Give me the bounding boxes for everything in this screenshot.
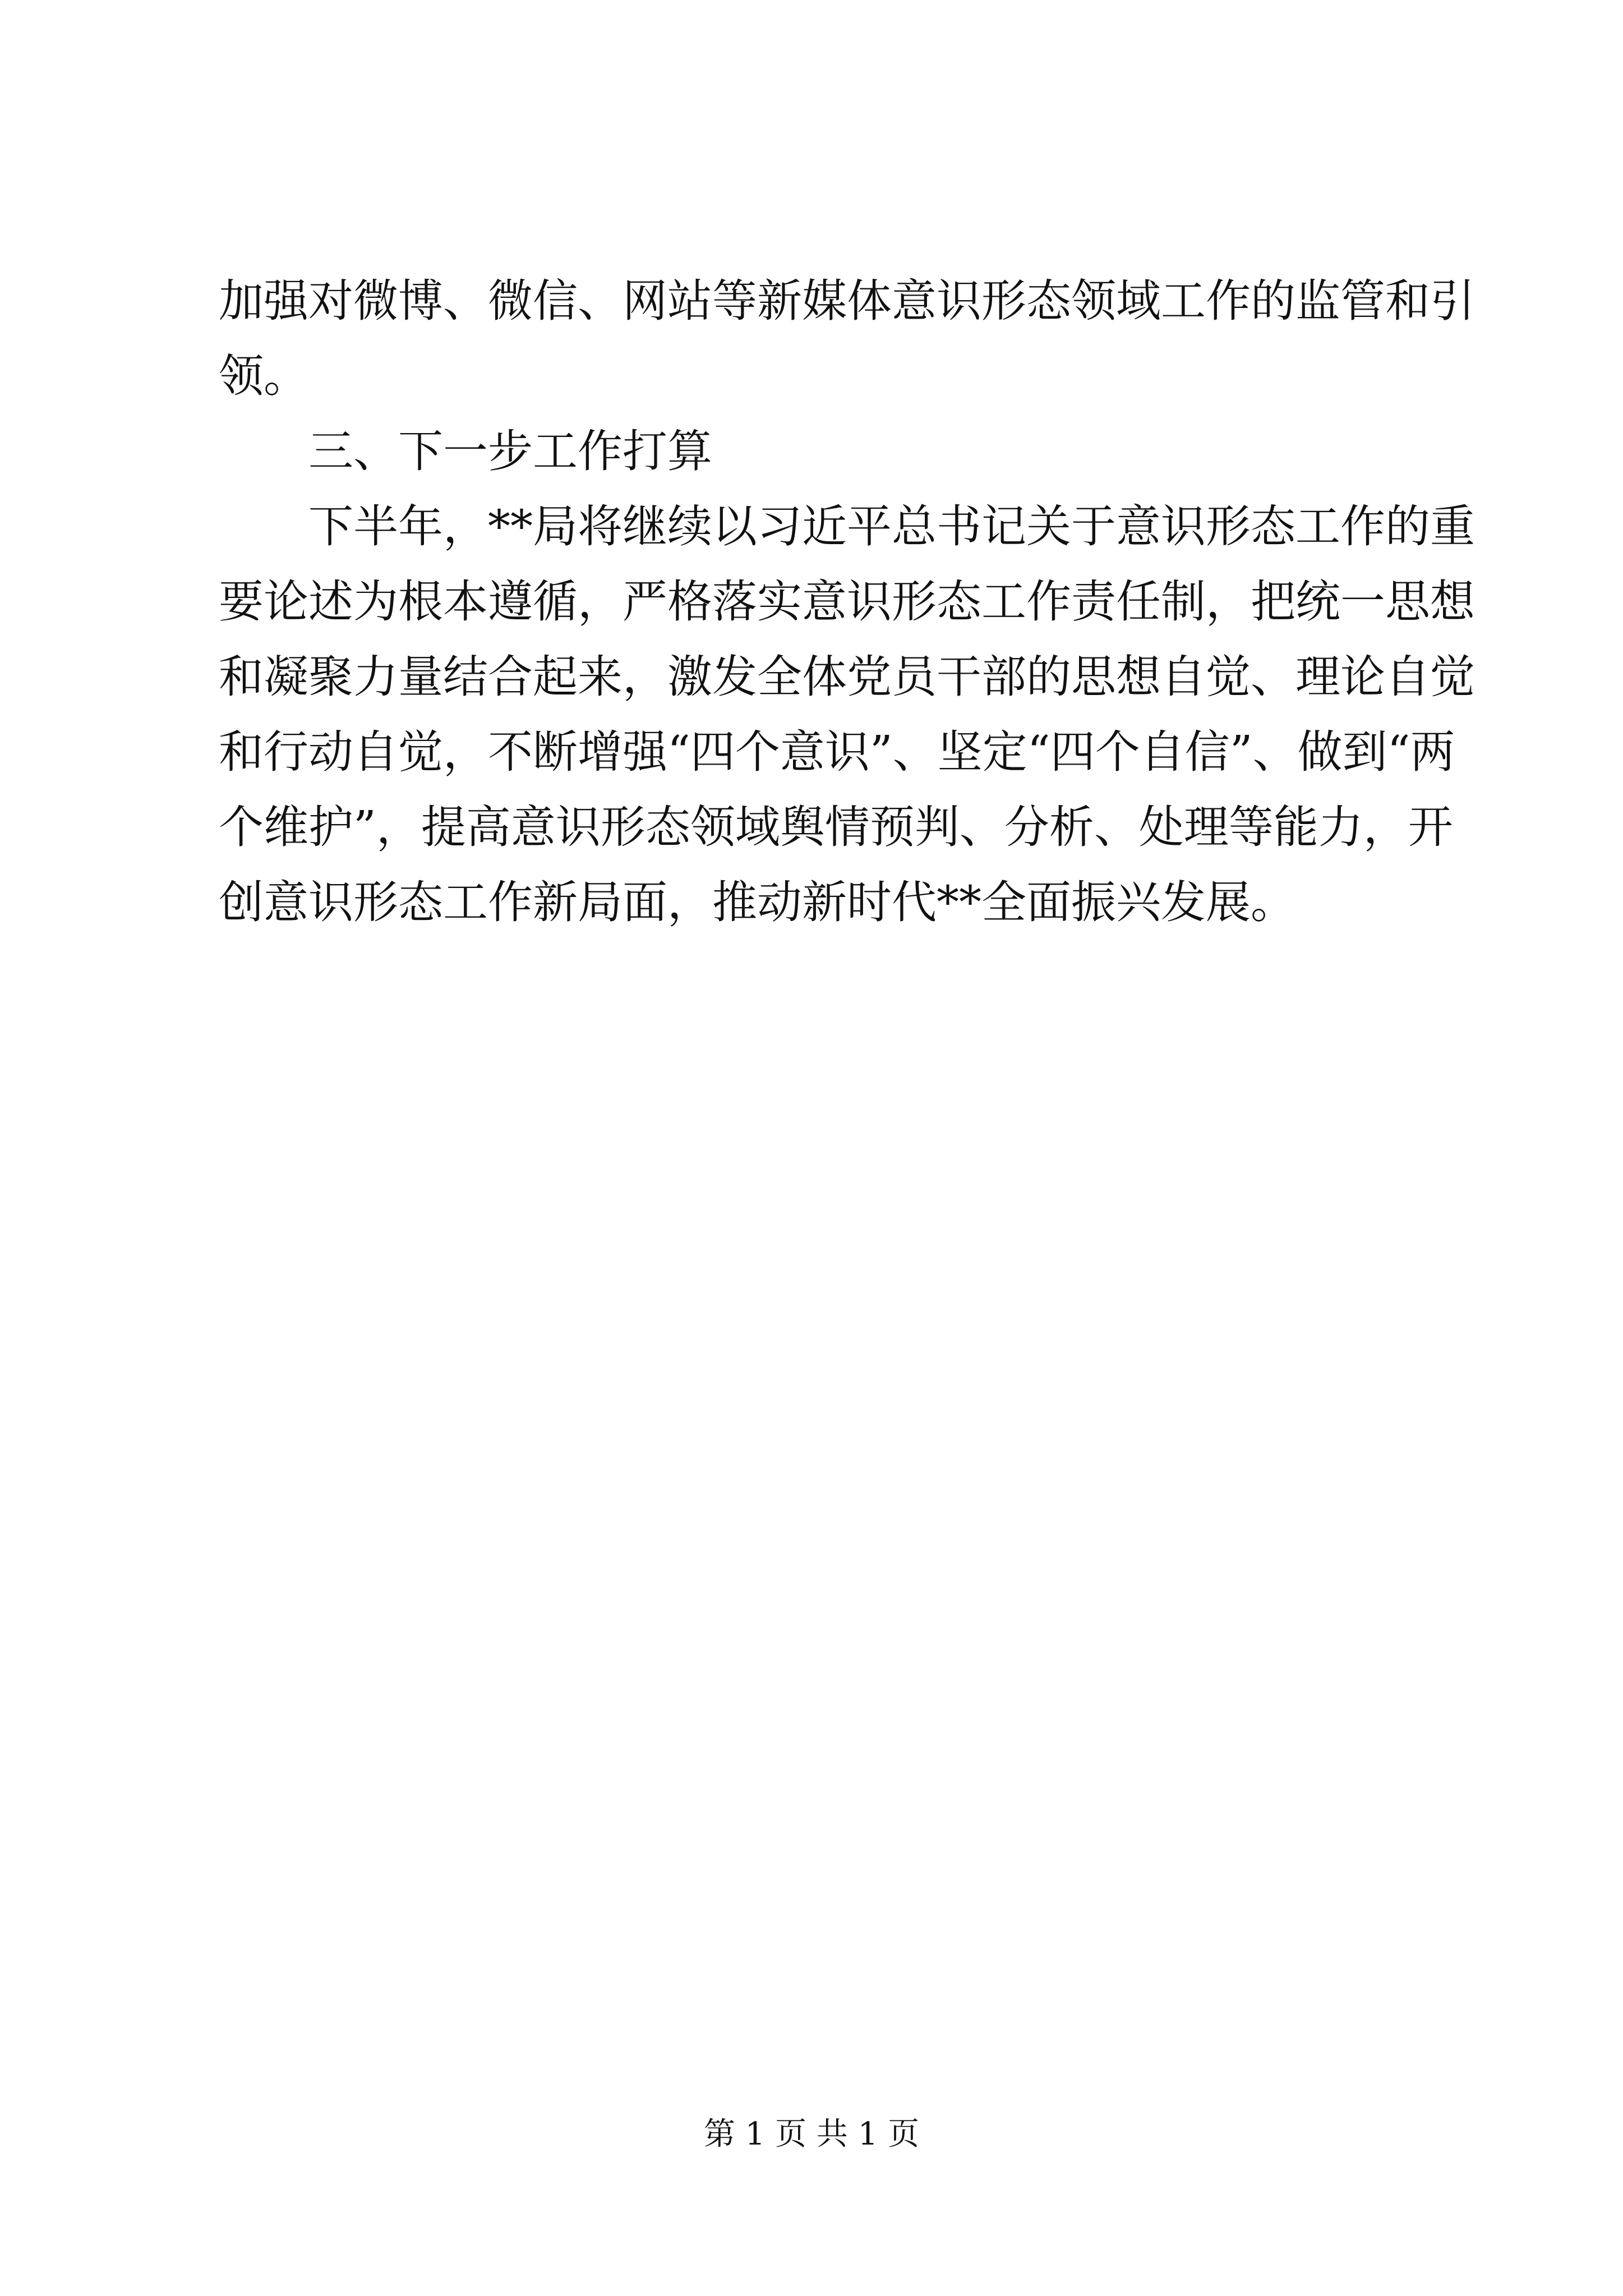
page-number-label: 第 1 页 共 1 页 bbox=[703, 2116, 920, 2152]
paragraph-next-steps bbox=[219, 489, 1475, 940]
paragraph-line: 创意识形态工作新局面，推动新时代**全面振兴发展。 bbox=[219, 876, 1295, 928]
paragraph-line: 加强对微博、微信、网站等新媒体意识形态领域工作的监管和引 bbox=[219, 275, 1475, 327]
paragraph-continued bbox=[219, 264, 1475, 414]
page-footer bbox=[0, 2115, 1623, 2154]
paragraph-line: 领。 bbox=[219, 350, 308, 402]
paragraph-line: 和行动自觉，不断增强“四个意识”、坚定“四个自信”、做到“两 bbox=[219, 726, 1455, 778]
paragraph-line: 要论述为根本遵循，严格落实意识形态工作责任制，把统一思想 bbox=[219, 576, 1475, 628]
section-heading bbox=[219, 414, 1419, 489]
paragraph-line: 个维护”，提高意识形态领域舆情预判、分析、处理等能力，开 bbox=[219, 801, 1453, 853]
paragraph-line: 下半年，**局将继续以习近平总书记关于意识形态工作的重 bbox=[308, 500, 1475, 553]
document-body bbox=[219, 264, 1475, 940]
section-heading-text: 三、下一步工作打算 bbox=[308, 425, 712, 477]
paragraph-line: 和凝聚力量结合起来，激发全体党员干部的思想自觉、理论自觉 bbox=[219, 651, 1475, 703]
